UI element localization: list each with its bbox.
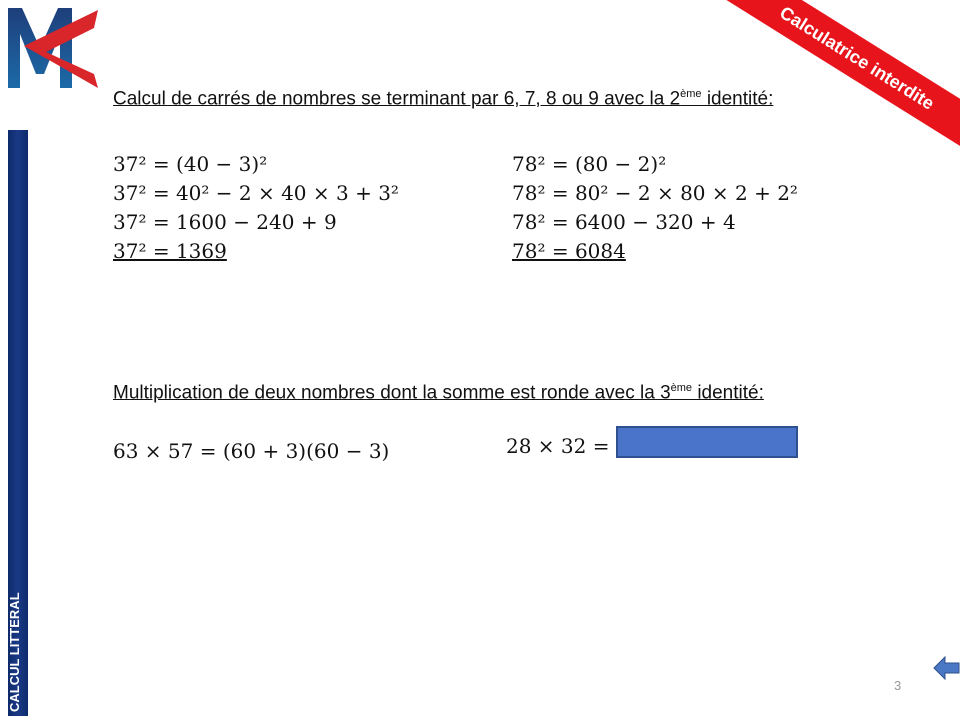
example-78-squared — [512, 150, 798, 266]
calculator-forbidden-banner: Calculatrice interdite — [706, 0, 960, 162]
section1-heading — [113, 88, 773, 110]
back-arrow-icon[interactable] — [932, 654, 960, 682]
heading-text: identité: — [692, 382, 764, 404]
example-28x32: 28 × 32 = — [506, 434, 610, 458]
math-line: 78² = 80² − 2 × 80 × 2 + 2² — [512, 181, 798, 205]
page-number: 3 — [894, 678, 902, 693]
math-line: 37² = 1600 − 240 + 9 — [113, 210, 337, 234]
hidden-answer-box[interactable] — [616, 426, 798, 458]
logo — [6, 4, 102, 92]
math-result: 78² = 6084 — [512, 239, 626, 263]
heading-text: Multiplication de deux nombres dont la somme est ronde avec la 3 — [113, 382, 671, 404]
section2-heading — [113, 382, 764, 404]
math-line: 37² = 40² − 2 × 40 × 3 + 3² — [113, 181, 399, 205]
math-line: 78² = 6400 − 320 + 4 — [512, 210, 736, 234]
heading-text: Calcul de carrés de nombres se terminant par 6, 7, 8 ou 9 avec la 2 — [113, 88, 681, 110]
heading-text: identité: — [701, 88, 774, 110]
math-line: 37² = (40 − 3)² — [113, 152, 268, 176]
sidebar-label: CALCUL LITTERAL — [7, 592, 22, 712]
example-63x57: 63 × 57 = (60 + 3)(60 − 3) — [113, 439, 390, 463]
heading-sup: ème — [680, 88, 702, 100]
sidebar — [8, 130, 28, 716]
math-line: 78² = (80 − 2)² — [512, 152, 667, 176]
math-result: 37² = 1369 — [113, 239, 227, 263]
example-37-squared — [113, 150, 399, 266]
heading-sup: ème — [670, 382, 693, 394]
